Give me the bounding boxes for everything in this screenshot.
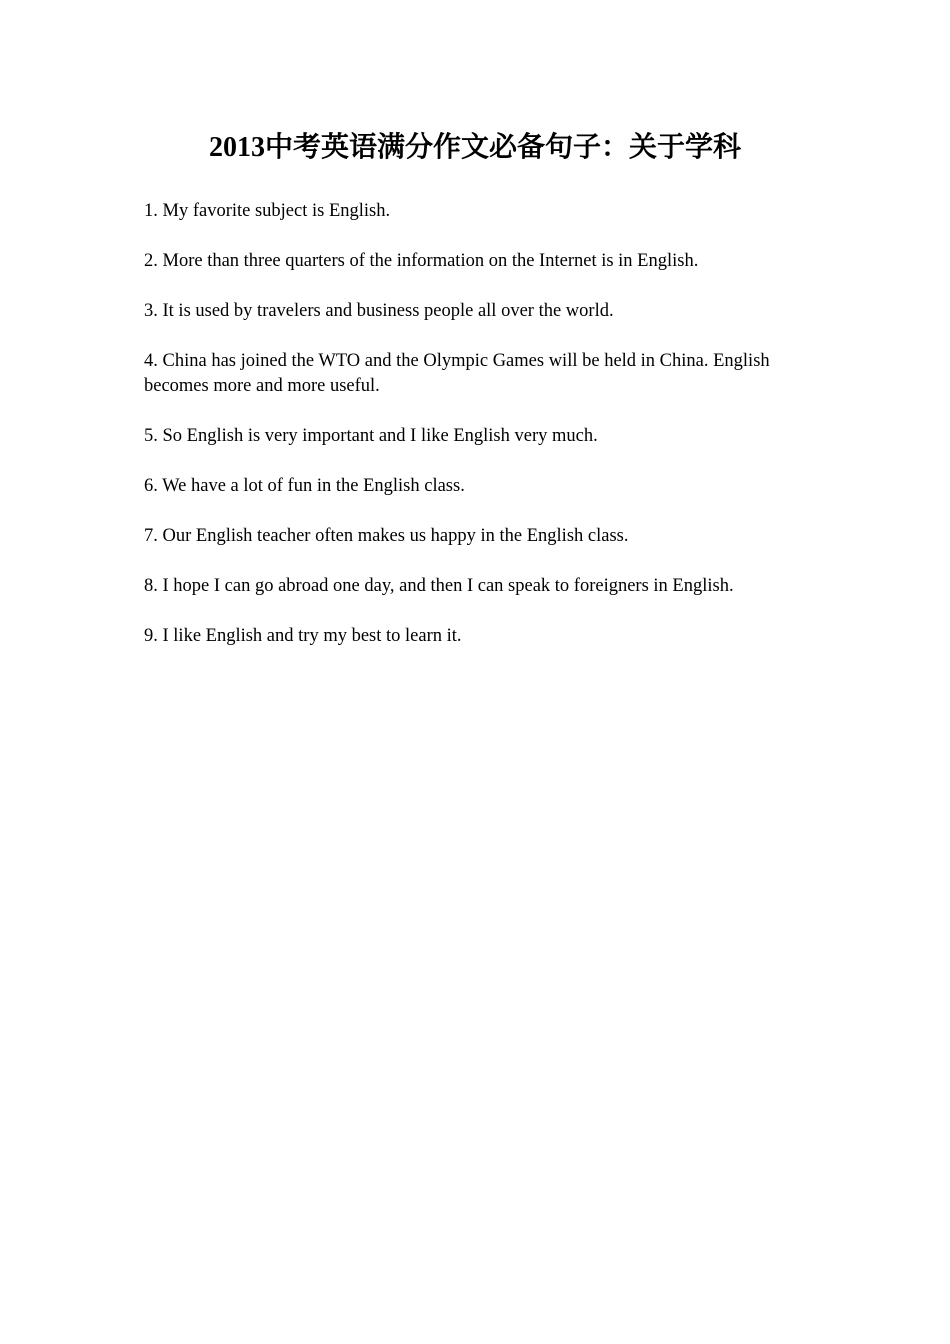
sentence-4: 4. China has joined the WTO and the Olympic Games will be held in China. English becomes more and more useful. [144, 351, 770, 396]
document-body [144, 199, 804, 674]
sentence-6: 6. We have a lot of fun in the English class. [144, 476, 465, 496]
sentence-7: 7. Our English teacher often makes us happy in the English class. [144, 526, 629, 546]
sentence-3: 3. It is used by travelers and business people all over the world. [144, 301, 614, 321]
sentence-5: 5. So English is very important and I like English very much. [144, 426, 598, 446]
sentence-2: 2. More than three quarters of the information on the Internet is in English. [144, 251, 699, 271]
sentence-8: 8. I hope I can go abroad one day, and then I can speak to foreigners in English. [144, 576, 734, 596]
document-title: 2013中考英语满分作文必备句子：关于学科 [208, 132, 741, 163]
sentence-1: 1. My favorite subject is English. [144, 201, 391, 221]
sentence-9: 9. I like English and try my best to learn it. [144, 626, 462, 646]
